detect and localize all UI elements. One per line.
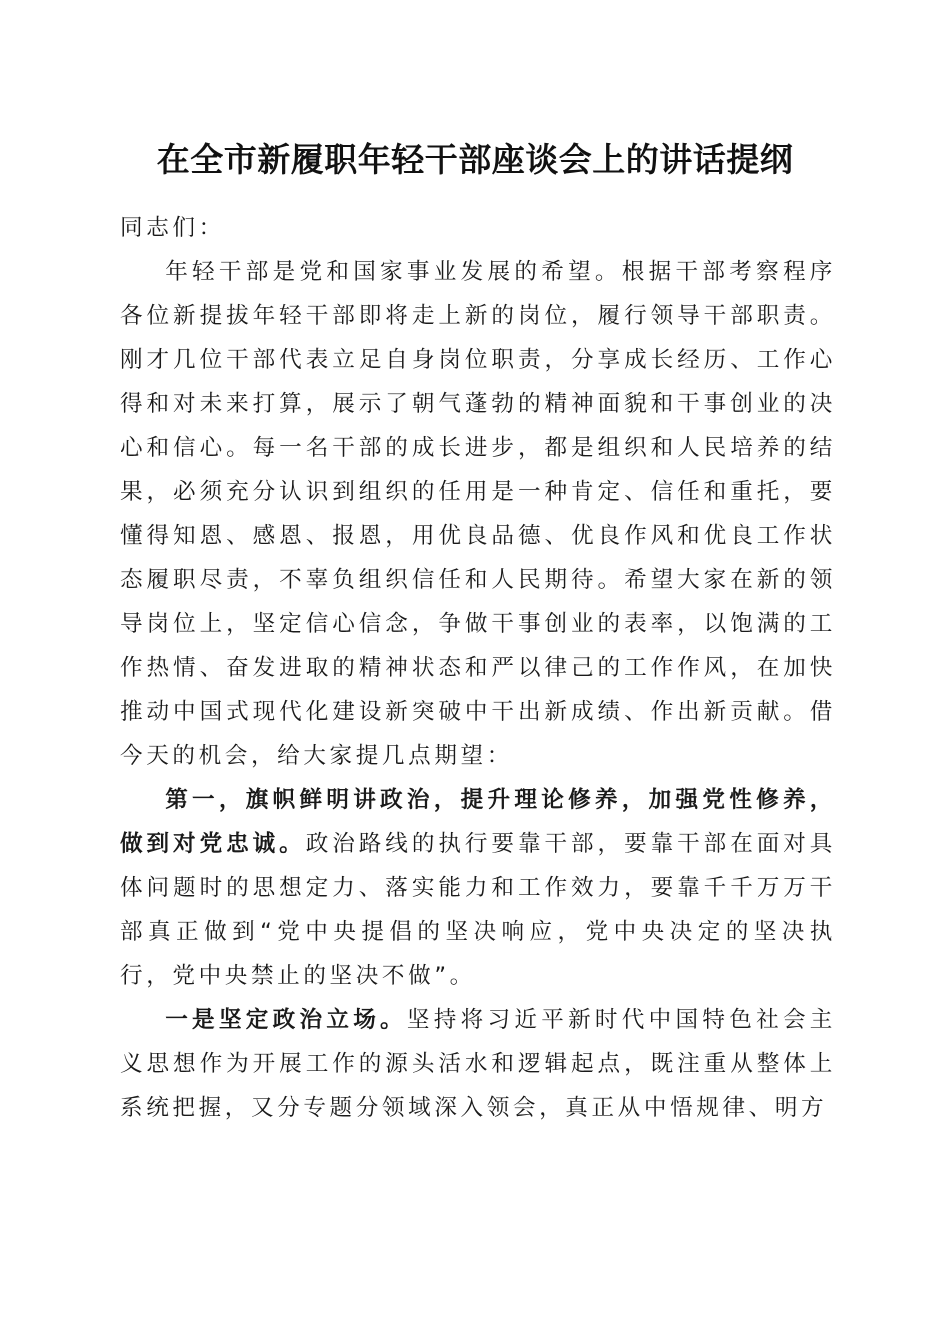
- paragraph-sub-point-one-text: 坚持将习近平新时代中国特色社会主义思想作为开展工作的源头活水和逻辑起点，既注重从整体上系统把握，又分专题分领域深入领会，真正从中悟规律、明方: [120, 1007, 836, 1121]
- paragraph-intro-text: 年轻干部是党和国家事业发展的希望。根据干部考察程序各位新提拔年轻干部即将走上新的岗位，履行领导干部职责。刚才几位干部代表立足自身岗位职责，分享成长经历、工作心得和对未来打算，展示了朝气蓬勃的精神面貌和干事创业的决心和信心。每一名干部的成长进步，都是组织和人民培养的结果，必须充分认识到组织的任用是一种肯定、信任和重托，要懂得知恩、感恩、报恩，用优良品德、优良作风和优良工作状态履职尽责，不辜负组织信任和人民期待。希望大家在新的领导岗位上，坚定信心信念，争做干事创业的表率，以饱满的工作热情、奋发进取的精神状态和严以律己的工作作风，在加快推动中国式现代化建设新突破中干出新成绩、作出新贡献。借今天的机会，给大家提几点期望：: [120, 259, 836, 769]
- document-body: [120, 206, 836, 1130]
- paragraph-point-one-text: 政治路线的执行要靠干部，要靠干部在面对具体问题时的思想定力、落实能力和工作效力，要靠千千万万干部真正做到“党中央提倡的坚决响应，党中央决定的坚决执行，党中央禁止的坚决不做”。: [120, 831, 836, 989]
- paragraph-sub-point-one-heading: 一是坚定政治立场。: [165, 1007, 407, 1033]
- paragraph-sub-point-one: [120, 998, 836, 1130]
- paragraph-point-one-heading: 第一，旗帜鲜明讲政治，提升理论修养，加强党性修养，做到对党忠诚。: [120, 787, 836, 857]
- document-title: 在全市新履职年轻干部座谈会上的讲话提纲: [156, 140, 794, 179]
- paragraph-point-one: [120, 778, 836, 998]
- salutation: 同志们：: [120, 215, 225, 241]
- paragraph-intro: [120, 250, 836, 778]
